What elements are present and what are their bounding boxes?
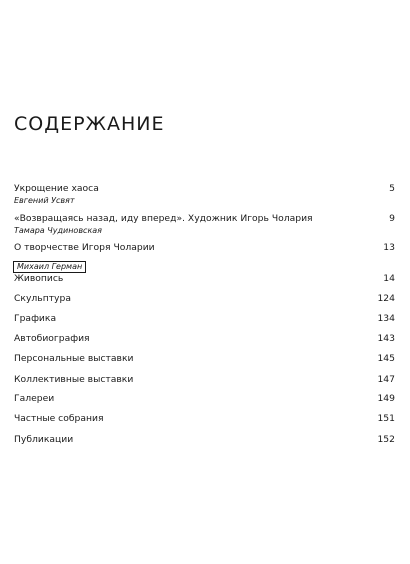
toc-entry-title: Частные собрания: [14, 413, 104, 424]
toc-entry-page: 152: [377, 434, 395, 445]
toc-row: [14, 182, 395, 195]
toc-entry-page: 143: [377, 333, 395, 344]
toc-entry: [14, 312, 395, 325]
toc-entry-title: Живопись: [14, 273, 64, 284]
toc-entry-page: 145: [377, 353, 395, 364]
toc-row: [14, 392, 395, 405]
toc-entry-author-boxed: Михаил Герман: [13, 261, 86, 273]
toc-entry: [14, 182, 395, 206]
toc-entry-title: Публикации: [14, 434, 74, 445]
toc-row: [14, 312, 395, 325]
toc-entry: [14, 272, 395, 285]
toc-entry-page: 149: [377, 393, 395, 404]
toc-row: [14, 272, 395, 285]
toc-row: [14, 373, 395, 386]
toc-entry-page: 151: [377, 413, 395, 424]
toc-entry-title: Галереи: [14, 393, 55, 404]
toc-entry-page: 9: [389, 213, 395, 224]
toc-entry-title: Укрощение хаоса: [14, 183, 99, 194]
toc-entry-title: «Возвращаясь назад, иду вперед». Художник Игорь Чолария: [14, 213, 313, 224]
toc-row: [14, 212, 395, 225]
toc-entry-author: Евгений Усвят: [14, 196, 75, 205]
toc-entry: [14, 433, 395, 446]
toc-entry-title: Графика: [14, 313, 57, 324]
toc-entry: [14, 332, 395, 345]
toc-row: [14, 433, 395, 446]
table-of-contents: [14, 0, 395, 564]
toc-entry-title: Автобиография: [14, 333, 90, 344]
toc-entry-page: 134: [377, 313, 395, 324]
toc-entry: [14, 212, 395, 236]
toc-entry-page: 124: [377, 293, 395, 304]
toc-row: [14, 241, 395, 254]
toc-entry: [14, 373, 395, 386]
toc-entry-title: О творчестве Игоря Чоларии: [14, 242, 155, 253]
toc-entry: [14, 292, 395, 305]
toc-row: [14, 412, 395, 425]
toc-entry: [14, 241, 395, 273]
toc-entry-title: Коллективные выставки: [14, 374, 134, 385]
toc-entry-page: 14: [383, 273, 395, 284]
toc-row: [14, 292, 395, 305]
toc-entry-author: Тамара Чудиновская: [14, 226, 102, 235]
toc-row: [14, 352, 395, 365]
page-heading: СОДЕРЖАНИЕ: [14, 113, 165, 135]
toc-entry-title: Скульптура: [14, 293, 71, 304]
toc-row: [14, 332, 395, 345]
toc-entry-title: Персональные выставки: [14, 353, 134, 364]
toc-entry-page: 147: [377, 374, 395, 385]
toc-entry: [14, 352, 395, 365]
toc-entry-page: 13: [383, 242, 395, 253]
toc-entry-page: 5: [389, 183, 395, 194]
toc-entry: [14, 392, 395, 405]
toc-entry: [14, 412, 395, 425]
